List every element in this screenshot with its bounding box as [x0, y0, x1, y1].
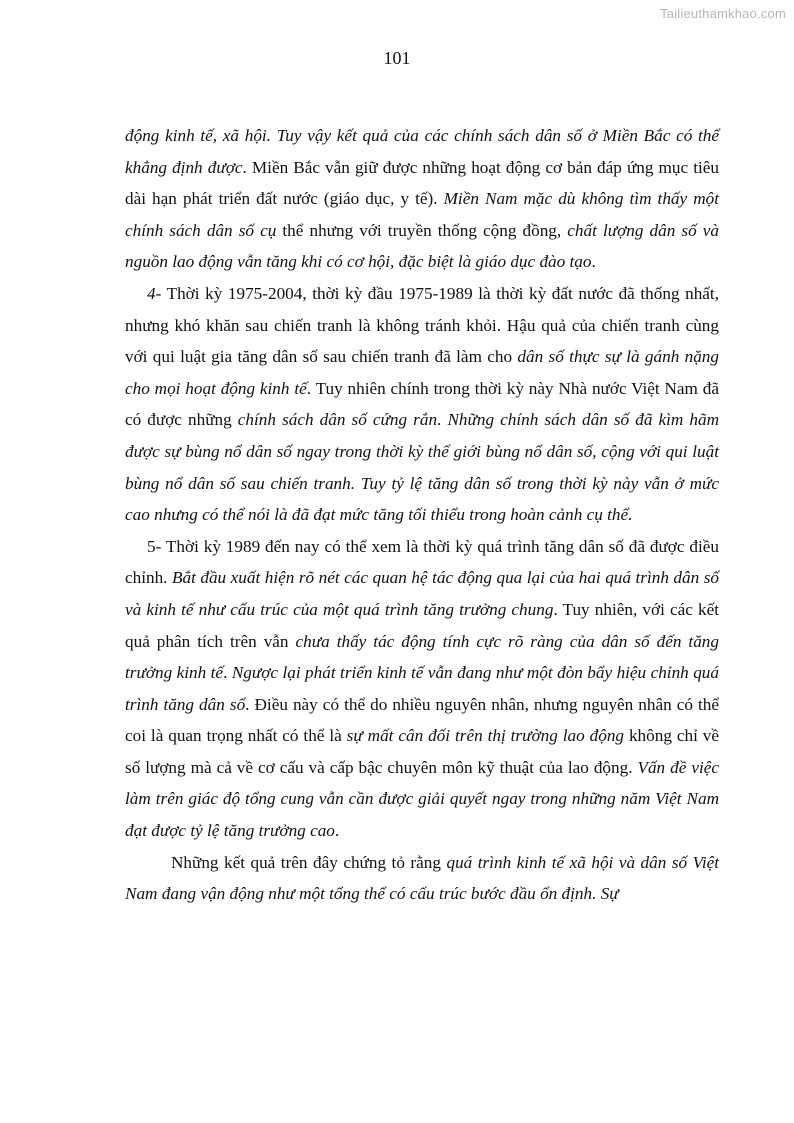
italic-text-segment: Ngược lại phát triển kinh tế vẫn đang như một đòn bẩy hiệu chỉnh quá trình tăng dân số — [125, 663, 719, 714]
italic-text-segment: Vấn đề việc làm trên giác độ tổng cung vẫn cần được giải quyết ngay trong những năm Việt Nam đạt được tỷ lệ tăng trưởng cao — [125, 757, 719, 841]
text-segment: - Thời kỳ 1975-2004, thời kỳ đầu 1975-1989 là thời kỳ đất nước đã thống nhất, nhưng khó khăn sau chiến tranh là không tránh khỏi. Hậu quả của chiến tranh cùng với qui luật gia tăng dân số sau chiến tranh đã làm cho — [125, 283, 719, 367]
paragraph — [125, 847, 719, 910]
text-segment: . — [334, 821, 340, 841]
text-segment: . — [591, 252, 596, 272]
text-segment: . — [437, 410, 448, 430]
italic-text-segment: 4 — [147, 283, 156, 303]
watermark-text: Tailieuthamkhao.com — [660, 6, 786, 21]
text-segment: Những kết quả trên đây chứng tỏ rằng — [171, 852, 447, 872]
italic-text-segment: chất lượng dân số và nguồn lao động vẫn tăng khi có cơ hội, đặc biệt là giáo dục đào tạo — [125, 220, 719, 272]
paragraph — [125, 278, 719, 531]
italic-text-segment: quá trình kinh tế xã hội và dân số Việt Nam đang vận động như một tổng thể có cấu trúc bước đầu ổn định. Sự — [125, 852, 720, 904]
text-segment: . Tuy nhiên, với các kết quả phân tích trên vẫn — [125, 599, 719, 651]
text-segment: không chỉ về số lượng mà cả về cơ cấu và cấp bậc chuyên môn kỹ thuật của lao động. — [125, 726, 719, 777]
italic-text-segment: động kinh tế, xã hội. Tuy vậy kết quả của các chính sách dân số ở Miền Bắc có thể khẳng định được — [125, 126, 719, 177]
italic-text-segment: chưa thấy tác động tính cực rõ ràng của dân số đến tăng trưởng kinh tế — [125, 631, 719, 683]
document-body — [125, 120, 719, 910]
text-segment: . — [223, 663, 232, 683]
paragraph — [125, 531, 719, 847]
paragraph — [125, 120, 719, 278]
text-segment: . Miền Bắc vẫn giữ được những hoạt động cơ bản đáp ứng mục tiêu dài hạn phát triển đất nước (giáo dục, y tế). — [125, 157, 719, 209]
text-segment: 5- Thời kỳ 1989 đến nay có thể xem là thời kỳ quá trình tăng dân số đã được điều chỉnh. — [125, 536, 719, 588]
text-segment: . Tuy nhiên chính trong thời kỳ này Nhà nước Việt Nam đã có được những — [125, 378, 719, 430]
italic-text-segment: Những chính sách dân số đã kìm hãm được sự bùng nổ dân số ngay trong thời kỳ thế giới bùng nổ dân số, cộng với qui luật bùng nổ dân số sau chiến tranh. Tuy tỷ lệ tăng dân số trong thời kỳ này vẫn ở mức cao nhưng có thể nói là đã đạt mức tăng tối thiểu trong hoàn cảnh cụ thể. — [125, 410, 720, 525]
text-segment: thể nhưng với truyền thống cộng đồng, — [276, 220, 568, 240]
italic-text-segment: chính sách dân số cứng rắn — [237, 410, 438, 430]
italic-text-segment: Bắt đầu xuất hiện rõ nét các quan hệ tác động qua lại của hai quá trình dân số và kinh tế như cấu trúc của một quá trình tăng trưởng chung — [125, 568, 719, 619]
text-segment: . Điều này có thể do nhiều nguyên nhân, nhưng nguyên nhân có thể coi là quan trọng nhất có thể là — [125, 694, 720, 746]
italic-text-segment: dân số thực sự là gánh nặng cho mọi hoạt động kinh tế — [125, 347, 719, 398]
page-number: 101 — [383, 48, 411, 68]
italic-text-segment: Miền Nam mặc dù không tìm thấy một chính sách dân số cụ — [125, 189, 719, 240]
italic-text-segment: sự mất cân đối trên thị trường lao động — [346, 726, 625, 746]
